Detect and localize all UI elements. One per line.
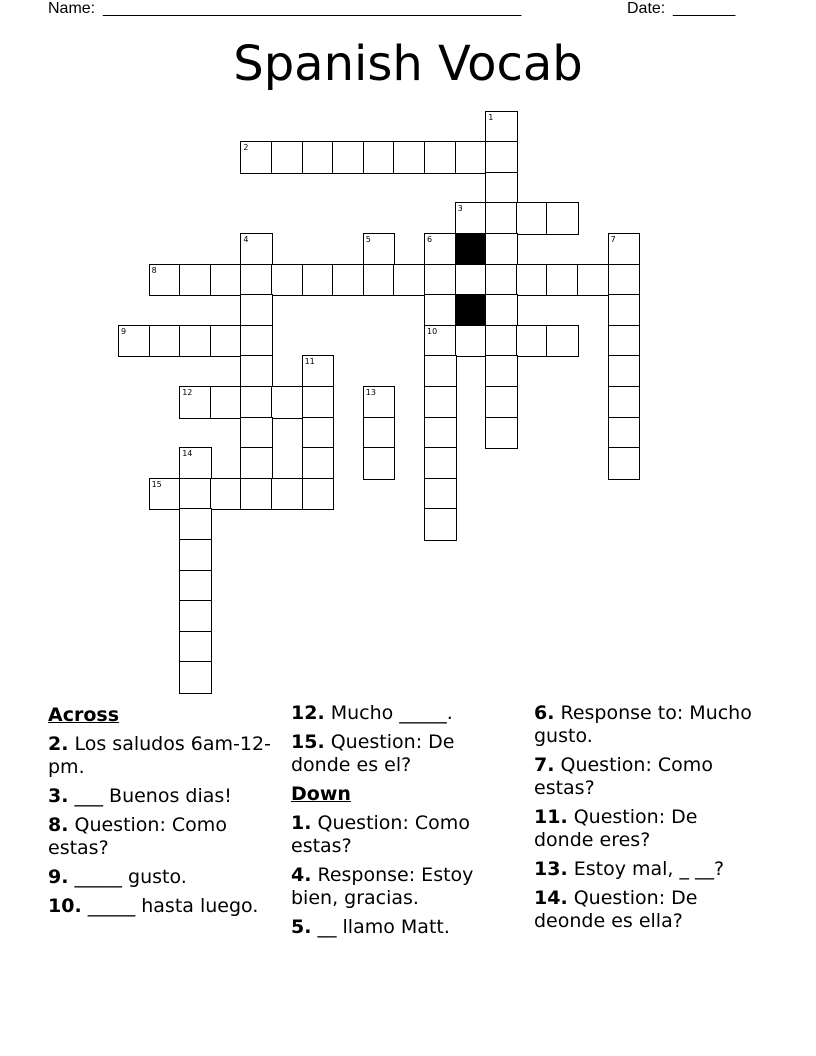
answer-square[interactable] [424, 294, 457, 327]
answer-square[interactable] [424, 386, 457, 419]
answer-square[interactable] [424, 417, 457, 450]
clue-number: 1 [488, 112, 494, 122]
answer-square[interactable] [210, 478, 243, 511]
answer-square[interactable] [332, 264, 365, 297]
clue-number-label: 9. [48, 866, 69, 888]
clue-text: Question: Como estas? [534, 754, 713, 799]
answer-square[interactable] [149, 325, 182, 358]
answer-square[interactable] [455, 141, 488, 174]
clue-item [534, 754, 759, 800]
answer-square[interactable] [240, 355, 273, 388]
answer-square[interactable] [516, 264, 549, 297]
answer-square[interactable] [485, 325, 518, 358]
answer-square[interactable] [240, 141, 273, 174]
clue-text: Mucho _____. [324, 702, 453, 724]
clue-number: 4 [243, 235, 249, 244]
answer-square[interactable] [546, 325, 579, 358]
clue-item [534, 806, 759, 852]
clue-text: Los saludos 6am-12-pm. [48, 733, 271, 778]
clue-text: Question: De deonde es ella? [534, 887, 698, 932]
answer-square[interactable] [424, 508, 457, 541]
clue-item [291, 864, 516, 910]
answer-square[interactable] [179, 447, 212, 480]
answer-square[interactable] [240, 478, 273, 511]
answer-square[interactable] [149, 478, 182, 511]
clue-text: Response to: Mucho gusto. [534, 702, 752, 747]
answer-square[interactable] [608, 447, 641, 480]
answer-square[interactable] [393, 264, 426, 297]
clue-number-label: 6. [534, 702, 555, 724]
answer-square[interactable] [210, 264, 243, 297]
clue-text: Estoy mal, _ __? [567, 858, 725, 880]
answer-square[interactable] [210, 325, 243, 358]
answer-square[interactable] [577, 264, 610, 297]
date-label: Date: [627, 0, 666, 17]
clue-item [48, 733, 273, 779]
answer-square[interactable] [302, 386, 335, 419]
clue-number-label: 8. [48, 814, 69, 836]
answer-square[interactable] [485, 386, 518, 419]
clue-text: Question: Como estas? [48, 814, 227, 859]
clue-number: 6 [427, 235, 433, 244]
clue-number-label: 11. [534, 806, 568, 828]
clue-text: ___ Buenos dias! [68, 785, 232, 807]
clue-number: 10 [427, 326, 438, 336]
clue-column-3 [534, 702, 759, 939]
clue-number: 15 [151, 479, 162, 489]
clue-text: Question: De donde eres? [534, 806, 698, 851]
answer-square[interactable] [179, 325, 212, 358]
answer-square[interactable] [179, 661, 212, 694]
answer-square[interactable] [424, 355, 457, 388]
clue-item [534, 702, 759, 748]
clue-number-label: 3. [48, 785, 69, 807]
answer-square[interactable] [516, 325, 549, 358]
answer-square[interactable] [424, 141, 457, 174]
clue-number: 12 [182, 388, 193, 397]
clue-number: 11 [304, 357, 315, 367]
clue-item [48, 895, 273, 918]
answer-square[interactable] [485, 355, 518, 388]
answer-square[interactable] [608, 417, 641, 450]
clue-number-label: 1. [291, 812, 312, 834]
clue-number: 9 [121, 326, 127, 336]
answer-square[interactable] [485, 141, 518, 174]
answer-square[interactable] [302, 447, 335, 480]
answer-square[interactable] [363, 386, 396, 419]
clue-text: __ llamo Matt. [311, 916, 450, 938]
answer-square[interactable] [179, 264, 212, 297]
answer-square[interactable] [424, 325, 457, 358]
answer-square[interactable] [179, 539, 212, 572]
name-blank[interactable]: _______________________________________________ [103, 0, 522, 17]
clue-column-2 [291, 702, 516, 945]
answer-square[interactable] [516, 202, 549, 235]
page-title: Spanish Vocab [233, 36, 583, 92]
answer-square[interactable] [455, 202, 488, 235]
clue-item [291, 702, 516, 725]
clue-number-label: 4. [291, 864, 312, 886]
answer-square[interactable] [271, 141, 304, 174]
answer-square[interactable] [363, 264, 396, 297]
answer-square[interactable] [424, 264, 457, 297]
clue-text: _____ hasta luego. [81, 895, 259, 917]
answer-square[interactable] [302, 417, 335, 450]
answer-square[interactable] [363, 233, 396, 266]
clue-number: 8 [151, 265, 157, 275]
answer-square[interactable] [455, 264, 488, 297]
across-heading: Across [48, 704, 120, 726]
clue-item [291, 916, 516, 939]
answer-square[interactable] [240, 447, 273, 480]
down-heading: Down [291, 783, 351, 805]
answer-square[interactable] [302, 478, 335, 511]
answer-square[interactable] [608, 233, 641, 266]
clue-number-label: 2. [48, 733, 69, 755]
answer-square[interactable] [240, 233, 273, 266]
answer-square[interactable] [363, 417, 396, 450]
answer-square[interactable] [302, 355, 335, 388]
answer-square[interactable] [118, 325, 151, 358]
clue-item [48, 785, 273, 808]
answer-square[interactable] [424, 447, 457, 480]
clue-number-label: 12. [291, 702, 325, 724]
clue-number: 13 [365, 388, 376, 397]
clue-text: Response: Estoy bien, gracias. [291, 864, 474, 909]
answer-square[interactable] [393, 141, 426, 174]
answer-square[interactable] [485, 233, 518, 266]
clue-number-label: 10. [48, 895, 82, 917]
clue-number: 14 [182, 449, 193, 459]
answer-square[interactable] [271, 264, 304, 297]
clue-item [291, 731, 516, 777]
clue-number: 5 [365, 235, 371, 244]
answer-square[interactable] [485, 111, 518, 144]
answer-square[interactable] [210, 386, 243, 419]
answer-square[interactable] [608, 325, 641, 358]
clue-number-label: 15. [291, 731, 325, 753]
clue-text: Question: De donde es el? [291, 731, 455, 776]
name-label: Name: [48, 0, 96, 17]
clue-number-label: 14. [534, 887, 568, 909]
answer-square[interactable] [546, 202, 579, 235]
answer-square[interactable] [149, 264, 182, 297]
clue-number: 2 [243, 143, 249, 153]
clue-text: Question: Como estas? [291, 812, 470, 857]
answer-square[interactable] [485, 417, 518, 450]
answer-square[interactable] [240, 294, 273, 327]
answer-square[interactable] [179, 600, 212, 633]
answer-square[interactable] [424, 233, 457, 266]
answer-square[interactable] [485, 294, 518, 327]
answer-square[interactable] [179, 570, 212, 603]
clue-number-label: 5. [291, 916, 312, 938]
clue-number-label: 7. [534, 754, 555, 776]
clue-item [291, 812, 516, 858]
answer-square[interactable] [363, 447, 396, 480]
clue-item [534, 858, 759, 881]
answer-square[interactable] [271, 478, 304, 511]
clue-item [48, 814, 273, 860]
block-square [455, 233, 488, 266]
answer-square[interactable] [424, 478, 457, 511]
answer-square[interactable] [485, 202, 518, 235]
answer-square[interactable] [179, 631, 212, 664]
date-blank[interactable]: _______ [673, 0, 736, 17]
answer-square[interactable] [608, 294, 641, 327]
answer-square[interactable] [240, 386, 273, 419]
answer-square[interactable] [179, 478, 212, 511]
clue-column-1 [48, 702, 273, 924]
answer-square[interactable] [332, 141, 365, 174]
answer-square[interactable] [363, 141, 396, 174]
answer-square[interactable] [485, 264, 518, 297]
answer-square[interactable] [271, 386, 304, 419]
answer-square[interactable] [455, 325, 488, 358]
answer-square[interactable] [302, 141, 335, 174]
answer-square[interactable] [608, 355, 641, 388]
answer-square[interactable] [485, 172, 518, 205]
answer-square[interactable] [179, 386, 212, 419]
clue-number: 7 [610, 235, 616, 244]
clue-number: 3 [457, 204, 463, 214]
block-square [455, 294, 488, 327]
answer-square[interactable] [240, 417, 273, 450]
clue-text: _____ gusto. [68, 866, 187, 888]
answer-square[interactable] [546, 264, 579, 297]
answer-square[interactable] [179, 508, 212, 541]
answer-square[interactable] [240, 264, 273, 297]
answer-square[interactable] [608, 264, 641, 297]
clue-number-label: 13. [534, 858, 568, 880]
clue-item [534, 887, 759, 933]
answer-square[interactable] [302, 264, 335, 297]
clue-item [48, 866, 273, 889]
answer-square[interactable] [608, 386, 641, 419]
answer-square[interactable] [240, 325, 273, 358]
